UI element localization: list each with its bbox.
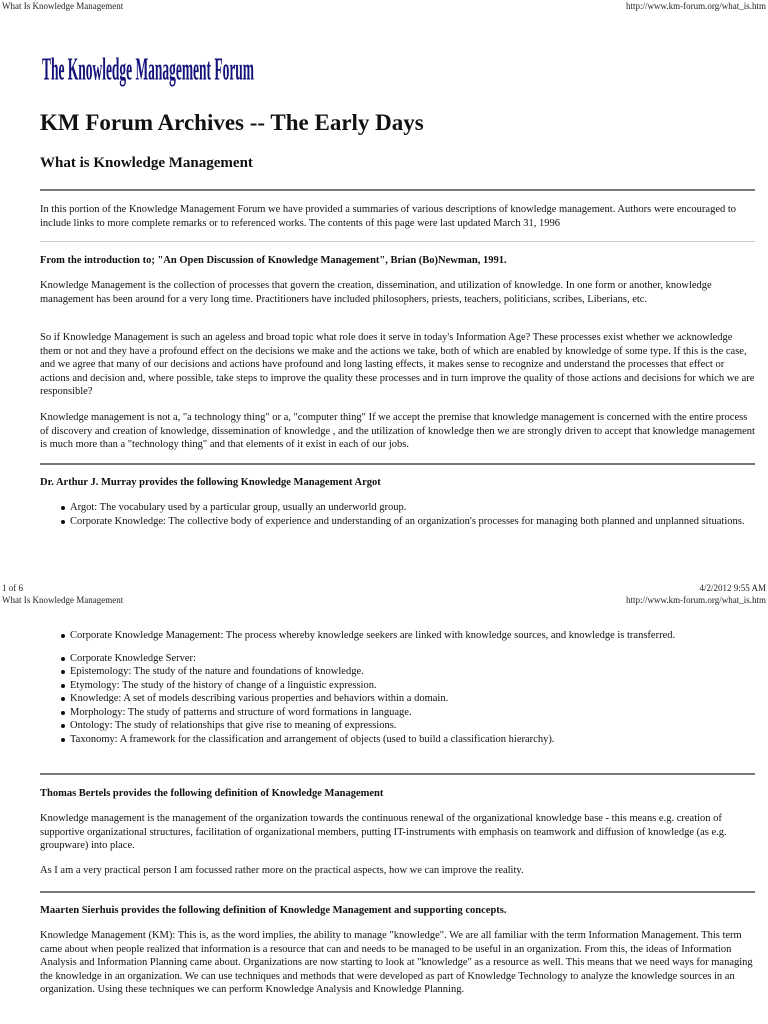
newman-paragraph-1: Knowledge Management is the collection of processes that govern the creation, dissemination, and utilization of knowledge. In one form or another, knowledge management has been around for a very long time. Practitioners have included philosophers, priests, teachers, politicians, scribes, Liberians, etc. bbox=[40, 280, 712, 305]
page-subtitle: What is Knowledge Management bbox=[40, 155, 253, 171]
list-item: Knowledge: A set of models describing various properties and behaviors within a domain. bbox=[40, 692, 756, 706]
section-heading-newman: From the introduction to; "An Open Discussion of Knowledge Management", Brian (Bo)Newman, 1991. bbox=[40, 255, 507, 266]
list-item: Corporate Knowledge Management: The process whereby knowledge seekers are linked with knowledge sources, and knowledge is transferred. bbox=[40, 629, 756, 643]
list-item: Corporate Knowledge Server: bbox=[40, 652, 756, 666]
divider bbox=[40, 773, 755, 775]
argot-list bbox=[40, 501, 756, 528]
bertels-paragraph-2: As I am a very practical person I am focussed rather more on the practical aspects, how we can improve the reality. bbox=[40, 865, 524, 876]
header-url: http://www.km-forum.org/what_is.htm bbox=[626, 1, 766, 11]
page-number: 1 of 6 bbox=[2, 583, 23, 593]
intro-paragraph: In this portion of the Knowledge Management Forum we have provided a summaries of various descriptions of knowledge management. Authors were encouraged to include links to more complete remarks or to referenced works. The contents of this page were last updated March 31, 1996 bbox=[40, 204, 737, 229]
header-page-title: What Is Knowledge Management bbox=[2, 1, 124, 11]
divider bbox=[40, 241, 755, 242]
km-forum-logo bbox=[40, 46, 258, 92]
list-item: Corporate Knowledge: The collective body of experience and understanding of an organization's processes for managing both planned and unplanned situations. bbox=[40, 515, 756, 529]
list-item: Epistemology: The study of the nature and foundations of knowledge. bbox=[40, 665, 756, 679]
newman-paragraph-2: So if Knowledge Management is such an ageless and broad topic what role does it serve in today's Information Age? These processes exist whether we acknowledge them or not and they have a profound effect on the decisions we make and the actions we take, both of which are enabled by knowledge of some type. If this is the case, and we agree that many of our decisions and actions have profound and long lasting effects, it makes sense to recognize and understand the processes that effect or actions and decision and, where possible, take steps to improve the quality these processes and in turn improve the quality of those actions and decisions for which we are responsible? bbox=[40, 332, 755, 397]
divider bbox=[40, 891, 755, 893]
list-item: Etymology: The study of the history of change of a linguistic expression. bbox=[40, 679, 756, 693]
svg-text:The Knowledge Management Forum: The Knowledge Management Forum bbox=[42, 53, 255, 88]
bertels-paragraph-1: Knowledge management is the management of the organization towards the continuous renewal of the organizational knowledge base - this means e.g. creation of supportive organizational structures, facilitation of organizational members, putting IT-instruments with emphasis on teamwork and diffusion of knowledge (as e.g. groupware) into place. bbox=[40, 813, 727, 851]
divider bbox=[40, 189, 755, 191]
header-url: http://www.km-forum.org/what_is.htm bbox=[626, 595, 766, 605]
page-title: KM Forum Archives -- The Early Days bbox=[40, 110, 424, 135]
newman-paragraph-3: Knowledge management is not a, "a technology thing" or a, "computer thing" If we accept the premise that knowledge management is concerned with the entire process of discovery and creation of knowledge, dissemination of knowledge , and the utilization of knowledge then we are strongly driven to accept that knowledge management is much more than a "technology thing" and that elements of it exist in each of our jobs. bbox=[40, 412, 755, 450]
divider bbox=[40, 463, 755, 465]
section-heading-bertels: Thomas Bertels provides the following definition of Knowledge Management bbox=[40, 788, 384, 799]
section-heading-murray: Dr. Arthur J. Murray provides the following Knowledge Management Argot bbox=[40, 477, 381, 488]
print-timestamp: 4/2/2012 9:55 AM bbox=[699, 583, 766, 593]
list-item: Ontology: The study of relationships that give rise to meaning of expressions. bbox=[40, 719, 756, 733]
section-heading-sierhuis: Maarten Sierhuis provides the following definition of Knowledge Management and supporting concepts. bbox=[40, 905, 507, 916]
list-item: Argot: The vocabulary used by a particular group, usually an underworld group. bbox=[40, 501, 756, 515]
print-header bbox=[0, 0, 768, 12]
list-item: Taxonomy: A framework for the classification and arrangement of objects (used to build a classification hierarchy). bbox=[40, 733, 756, 747]
header-page-title: What Is Knowledge Management bbox=[2, 595, 124, 605]
argot-list-continued bbox=[40, 629, 756, 746]
sierhuis-paragraph: Knowledge Management (KM): This is, as the word implies, the ability to manage "knowledge". We are all familiar with the term Information Management. This term came about when people realized that information is a resource that can and needs to be managed to be useful in an organization. From this, the ideas of Information Analysis and Information Planning came about. Organizations are now starting to look at "knowledge" as a resource as well. This means that we need ways for managing the knowledge in an organization. We can use techniques and methods that were developed as part of Knowledge Technology to analyze the knowledge sources in an organization. Using these techniques we can perform Knowledge Analysis and Knowledge Planning. bbox=[40, 930, 753, 995]
print-footer bbox=[0, 582, 768, 594]
print-header bbox=[0, 594, 768, 606]
list-item: Morphology: The study of patterns and structure of word formations in language. bbox=[40, 706, 756, 720]
